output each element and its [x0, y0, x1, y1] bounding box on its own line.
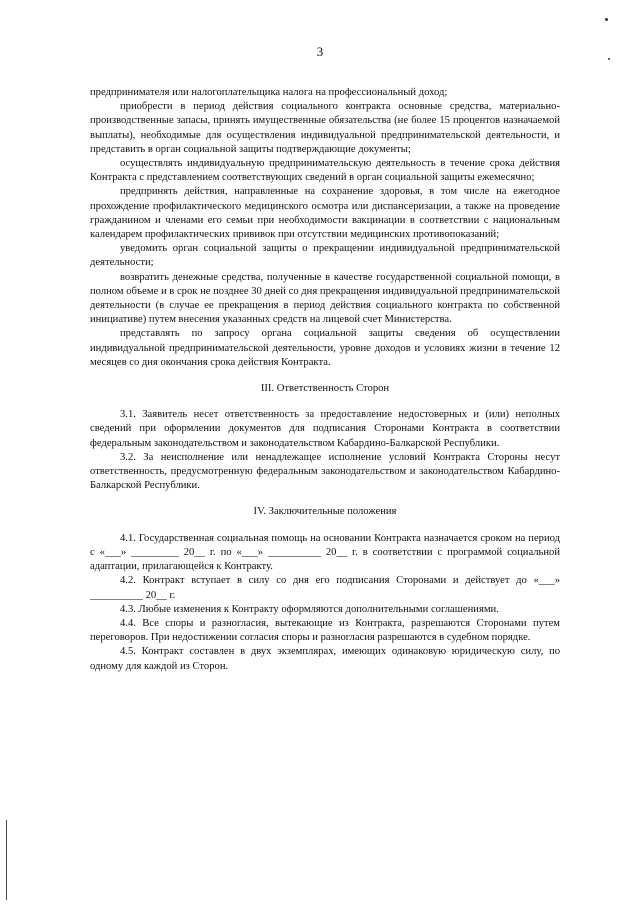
paragraph: 4.1. Государственная социальная помощь на основании Контракта назначается сроком на период с «___» _________ 20__ г. по «___» __________ 20__ г. в соответствии с программой социальной адаптации, прилагающейся к Контракту.	[90, 532, 560, 573]
paragraph: 3.1. Заявитель несет ответственность за предоставление недостоверных и (или) неполных сведений при оформлении документов для подписания Сторонами Контракта в соответствии федеральным законодательством и законодательством Кабардино-Балкарской Республики.	[90, 409, 560, 449]
paragraph: возвратить денежные средства, полученные в качестве государственной социальной помощи, в полном объеме и в срок не позднее 30 дней со дня прекращения индивидуальной предпринимательской деятельности (в случае ее прекращения в период действия социального контракта по собственной инициативе) путем внесения указанных средств на лицевой счет Министерства.	[90, 271, 560, 326]
paragraph: предпринять действия, направленные на сохранение здоровья, в том числе на ежегодное прохождение профилактического медицинского осмотра или диспансеризации, а также на проведение гражданином и членами его семьи при необходимости вакцинации в соответствии с национальным календарем профилактических прививок при отсутствии медицинских противопоказаний;	[90, 186, 560, 241]
paragraph: предпринимателя или налогоплательщика налога на профессиональный доход;	[90, 87, 448, 98]
paragraph: 4.5. Контракт составлен в двух экземплярах, имеющих одинаковую юридическую силу, по одному для каждой из Сторон.	[90, 646, 560, 672]
paragraph: 3.2. За неисполнение или ненадлежащее исполнение условий Контракта Стороны несут ответственность, предусмотренную федеральным законодательством и законодательством Кабардино-Балкарской Республики.	[90, 451, 560, 492]
paragraph: 4.2. Контракт вступает в силу со дня его подписания Сторонами и действует до «___» __________ 20__ г.	[90, 575, 560, 601]
paragraph: уведомить орган социальной защиты о прекращении индивидуальной предпринимательской деятельности;	[90, 243, 560, 269]
paragraph: представлять по запросу органа социальной защиты сведения об осуществлении индивидуальной предпринимательской деятельности, уровне доходов и условиях жизни в течение 12 месяцев со дня окончания срока действия Контракта.	[90, 328, 560, 368]
scan-edge-line	[6, 820, 7, 900]
document-body	[90, 86, 560, 674]
paragraph: 4.4. Все споры и разногласия, вытекающие из Контракта, разрешаются Сторонами путем переговоров. При недостижении согласия споры и разногласия разрешаются в судебном порядке.	[90, 617, 560, 644]
scan-speck	[608, 58, 610, 60]
page-number: 3	[316, 44, 324, 59]
scan-speck	[605, 18, 608, 21]
section-heading: IV. Заключительные положения	[253, 506, 397, 518]
paragraph: приобрести в период действия социального контракта основные средства, материально-производственные запасы, принять имущественные обязательства (не более 15 процентов назначаемой выплаты), необходимые для осуществления индивидуальной предпринимательской деятельности, и представить в орган социальной защиты подтверждающие документы;	[90, 101, 560, 155]
section-heading: III. Ответственность Сторон	[260, 383, 390, 395]
paragraph: 4.3. Любые изменения к Контракту оформляются дополнительными соглашениями.	[120, 603, 499, 615]
paragraph: осуществлять индивидуальную предпринимательскую деятельность в течение срока действия Контракта с представлением соответствующих сведений в орган социальной защиты ежемесячно;	[90, 158, 560, 184]
